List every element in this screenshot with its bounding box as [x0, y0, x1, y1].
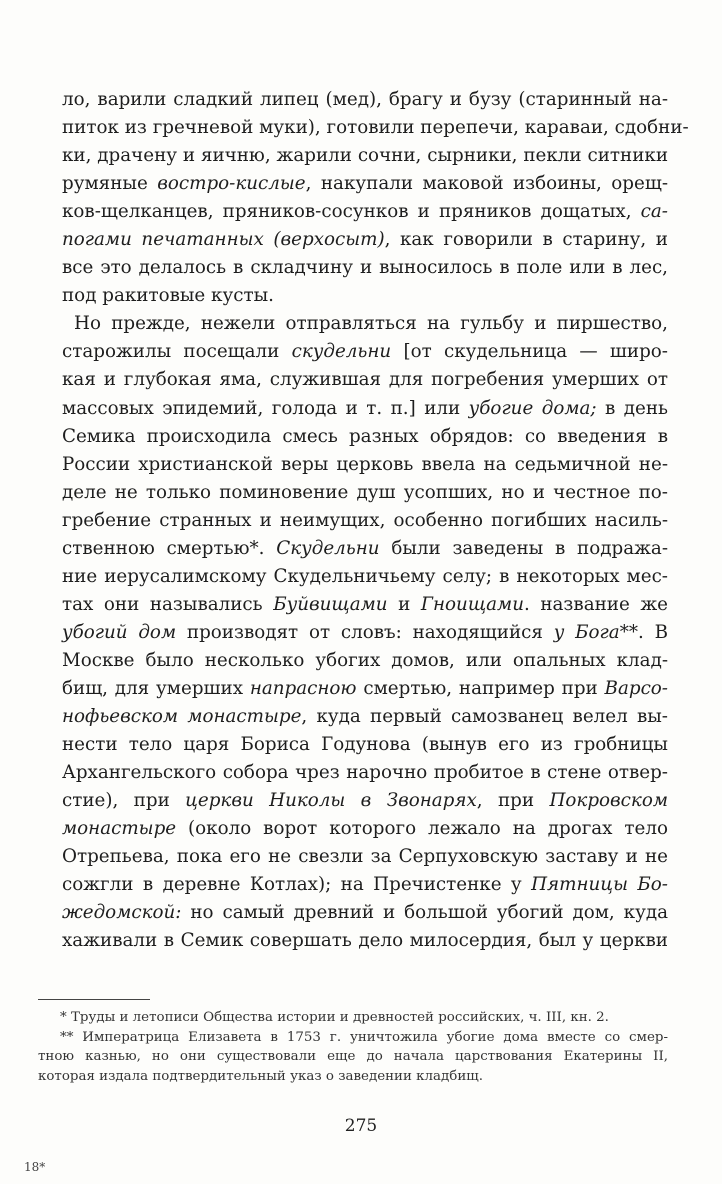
- text-segment: румяные: [62, 173, 158, 195]
- text-line: [62, 619, 668, 647]
- italic-text: убогий дом: [62, 621, 177, 643]
- text-segment: [от скудельница — широ-: [391, 341, 668, 363]
- italic-text: востро-кислые: [157, 173, 306, 195]
- text-line: [62, 787, 668, 815]
- text-segment: в день: [596, 397, 668, 419]
- text-line: [62, 759, 668, 787]
- text-line: [62, 142, 668, 170]
- italic-text: напрасною: [249, 677, 357, 699]
- text-segment: Москве было несколько убогих домов, или опальных клад-: [62, 649, 668, 671]
- footnote-line: которая издала подтвердительный указ о заведении кладбищ.: [38, 1068, 483, 1084]
- text-segment: но самый древний и большой убогий дом, куда: [181, 902, 668, 924]
- text-segment: гребение странных и неимущих, особенно погибших насиль-: [62, 509, 668, 531]
- text-segment: хаживали в Семик совершать дело милосердия, был у церкви: [62, 930, 668, 952]
- text-segment: под ракитовые кусты.: [62, 285, 274, 307]
- italic-text: Пятницы Бо-: [531, 874, 668, 896]
- main-text: [62, 86, 689, 955]
- text-line: [62, 310, 668, 338]
- text-segment: , куда первый самозванец велел вы-: [301, 706, 668, 728]
- italic-text: у Бога: [553, 621, 620, 643]
- text-segment: **. В: [619, 621, 669, 643]
- text-segment: (около ворот которого лежало на дрогах тело: [176, 818, 668, 840]
- text-segment: и: [387, 593, 421, 615]
- italic-text: Скудельни: [276, 537, 380, 559]
- text-line: [62, 282, 668, 310]
- text-segment: Архангельского собора чрез нарочно пробитое в стене отвер-: [62, 762, 668, 784]
- text-line: [62, 114, 689, 142]
- text-segment: кая и глубокая яма, служившая для погребения умерших от: [62, 369, 668, 391]
- italic-text: Покровском: [549, 790, 668, 812]
- italic-text: убогие дома;: [468, 397, 597, 419]
- footnote-line: тною казнью, но они существовали еще до начала царствования Екатерины II,: [38, 1049, 668, 1064]
- footnotes: [38, 1008, 668, 1086]
- text-segment: ки, драчену и яичню, жарили сочни, сырники, пекли ситники: [62, 145, 668, 167]
- text-line: [62, 675, 668, 703]
- text-segment: старожилы посещали: [62, 341, 292, 363]
- text-segment: бищ, для умерших: [62, 677, 250, 699]
- text-segment: массовых эпидемий, голода и т. п.] или: [62, 397, 469, 419]
- text-line: [62, 170, 668, 198]
- text-line: [62, 366, 668, 394]
- text-segment: сожгли в деревне Котлах); на Пречистенке у: [62, 874, 532, 896]
- text-line: [62, 198, 668, 226]
- italic-text: Варсо-: [604, 677, 668, 699]
- text-line: [62, 591, 668, 619]
- text-segment: деле не только поминовение душ усопших, но и честное по-: [62, 481, 668, 503]
- text-line: [62, 507, 668, 535]
- text-line: [62, 451, 668, 479]
- text-line: [62, 815, 668, 843]
- text-segment: ние иерусалимскому Скудельничьему селу; в некоторых мес-: [62, 565, 668, 587]
- signature-mark: 18*: [24, 1160, 46, 1174]
- italic-text: церкви Николы в Звонарях: [185, 790, 477, 812]
- text-line: [62, 703, 668, 731]
- text-segment: , как говорили в старину, и: [384, 229, 668, 251]
- footnote-line: * Труды и летописи Общества истории и древностей российских, ч. III, кн. 2.: [60, 1010, 609, 1025]
- text-segment: ственною смертью*.: [62, 537, 277, 559]
- text-segment: нести тело царя Бориса Годунова (вынув его из гробницы: [62, 734, 668, 756]
- text-line: [62, 254, 668, 282]
- text-segment: . название же: [523, 593, 668, 615]
- text-line: [62, 423, 668, 451]
- text-segment: были заведены в подража-: [379, 537, 669, 559]
- text-segment: ков-щелканцев, пряников-сосунков и пряников дощатых,: [62, 201, 641, 223]
- text-segment: стие), при: [62, 790, 186, 812]
- italic-text: скудельни: [291, 341, 392, 363]
- text-line: [62, 647, 668, 675]
- text-line: [62, 535, 668, 563]
- text-segment: ло, варили сладкий липец (мед), брагу и бузу (старинный на-: [62, 89, 668, 110]
- text-segment: Семика происходила смесь разных обрядов: со введения в: [62, 425, 668, 447]
- italic-text: монастыре: [62, 818, 177, 840]
- text-line: [62, 871, 668, 899]
- text-line: [62, 479, 668, 507]
- text-line: [62, 927, 668, 955]
- text-segment: смертью, например при: [356, 677, 605, 699]
- footnote-line: ** Императрица Елизавета в 1753 г. уничтожила убогие дома вместе со смер-: [60, 1029, 668, 1045]
- text-segment: , накупали маковой избоины, орещ-: [305, 173, 668, 195]
- italic-text: Буйвищами: [273, 593, 388, 615]
- italic-text: погами печатанных (верхосыт): [62, 229, 385, 251]
- text-segment: , при: [476, 790, 550, 812]
- text-segment: производят от словъ: находящийся: [176, 621, 554, 643]
- text-line: [62, 395, 668, 423]
- italic-text: Гноищами: [420, 593, 524, 615]
- text-segment: России христианской веры церковь ввела на седьмичной не-: [62, 453, 668, 475]
- text-line: [62, 843, 668, 871]
- text-segment: Но прежде, нежели отправляться на гульбу и пиршество,: [74, 313, 668, 335]
- footnote-rule: [38, 999, 150, 1000]
- text-line: [62, 563, 668, 591]
- text-segment: все это делалось в складчину и выносилось в поле или в лес,: [62, 257, 668, 279]
- text-segment: питок из гречневой муки), готовили перепечи, караваи, сдобни-: [62, 117, 689, 139]
- text-line: [62, 731, 668, 759]
- text-line: [62, 226, 668, 254]
- italic-text: жедомской:: [62, 902, 182, 924]
- italic-text: са-: [640, 201, 668, 223]
- page-number: 275: [344, 1116, 378, 1136]
- text-line: [62, 86, 668, 114]
- text-line: [62, 338, 668, 366]
- text-segment: Отрепьева, пока его не свезли за Серпуховскую заставу и не: [62, 846, 668, 868]
- text-line: [62, 899, 668, 927]
- text-segment: тах они назывались: [62, 593, 274, 615]
- italic-text: нофьевском монастыре: [62, 706, 302, 728]
